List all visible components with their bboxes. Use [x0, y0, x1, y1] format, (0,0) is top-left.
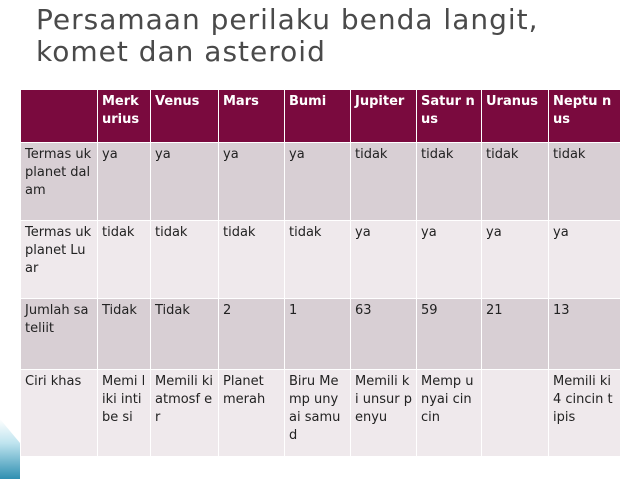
table-cell: Memili ki atmosf er — [151, 370, 219, 457]
table-header-row — [21, 90, 621, 143]
table-cell: ya — [549, 221, 621, 299]
table-cell: ya — [417, 221, 482, 299]
header-cell-jupiter: Jupiter — [351, 90, 417, 143]
table-cell: 59 — [417, 299, 482, 370]
row-label: Termas uk planet Luar — [21, 221, 98, 299]
header-cell-bumi: Bumi — [285, 90, 351, 143]
table-cell: Memili ki unsur penyu — [351, 370, 417, 457]
header-cell-mars: Mars — [219, 90, 285, 143]
header-cell-uranus: Uranus — [482, 90, 549, 143]
slide-title-line2: komet dan asteroid — [36, 35, 326, 68]
table-cell — [482, 370, 549, 457]
table-cell: ya — [98, 143, 151, 221]
table-cell: ya — [351, 221, 417, 299]
table-cell: ya — [482, 221, 549, 299]
table-cell: 63 — [351, 299, 417, 370]
table-cell: tidak — [219, 221, 285, 299]
table-cell: Tidak — [98, 299, 151, 370]
slide-title — [36, 4, 636, 68]
table-row — [21, 299, 621, 370]
table-row — [21, 370, 621, 457]
table-cell: Biru Memp unyai samud — [285, 370, 351, 457]
table-cell: Tidak — [151, 299, 219, 370]
table-cell: Memp unyai cin cin — [417, 370, 482, 457]
row-label: Ciri khas — [21, 370, 98, 457]
row-label: Jumlah sateliit — [21, 299, 98, 370]
table-cell: Planet merah — [219, 370, 285, 457]
table-cell: tidak — [549, 143, 621, 221]
table-cell: 2 — [219, 299, 285, 370]
table-cell: 1 — [285, 299, 351, 370]
table-cell: ya — [151, 143, 219, 221]
table-row — [21, 221, 621, 299]
table-row — [21, 143, 621, 221]
table-cell: tidak — [482, 143, 549, 221]
slide-corner-accent — [0, 419, 20, 479]
header-cell-neptunus: Neptu nus — [549, 90, 621, 143]
table-cell: 21 — [482, 299, 549, 370]
table-cell: tidak — [151, 221, 219, 299]
header-cell-venus: Venus — [151, 90, 219, 143]
table-cell: Memili ki 4 cincin tipis — [549, 370, 621, 457]
table-cell: ya — [219, 143, 285, 221]
table-cell: ya — [285, 143, 351, 221]
table-cell: tidak — [285, 221, 351, 299]
table-cell: tidak — [351, 143, 417, 221]
table-cell: Memi liki intibe si — [98, 370, 151, 457]
header-cell-saturnus: Satur nus — [417, 90, 482, 143]
header-cell-merkurius: Merk urius — [98, 90, 151, 143]
table-cell: 13 — [549, 299, 621, 370]
slide-title-line1: Persamaan perilaku benda langit, — [36, 3, 539, 36]
planet-comparison-table — [20, 89, 621, 457]
table-cell: tidak — [417, 143, 482, 221]
row-label: Termas uk planet dalam — [21, 143, 98, 221]
table-cell: tidak — [98, 221, 151, 299]
header-cell-empty — [21, 90, 98, 143]
